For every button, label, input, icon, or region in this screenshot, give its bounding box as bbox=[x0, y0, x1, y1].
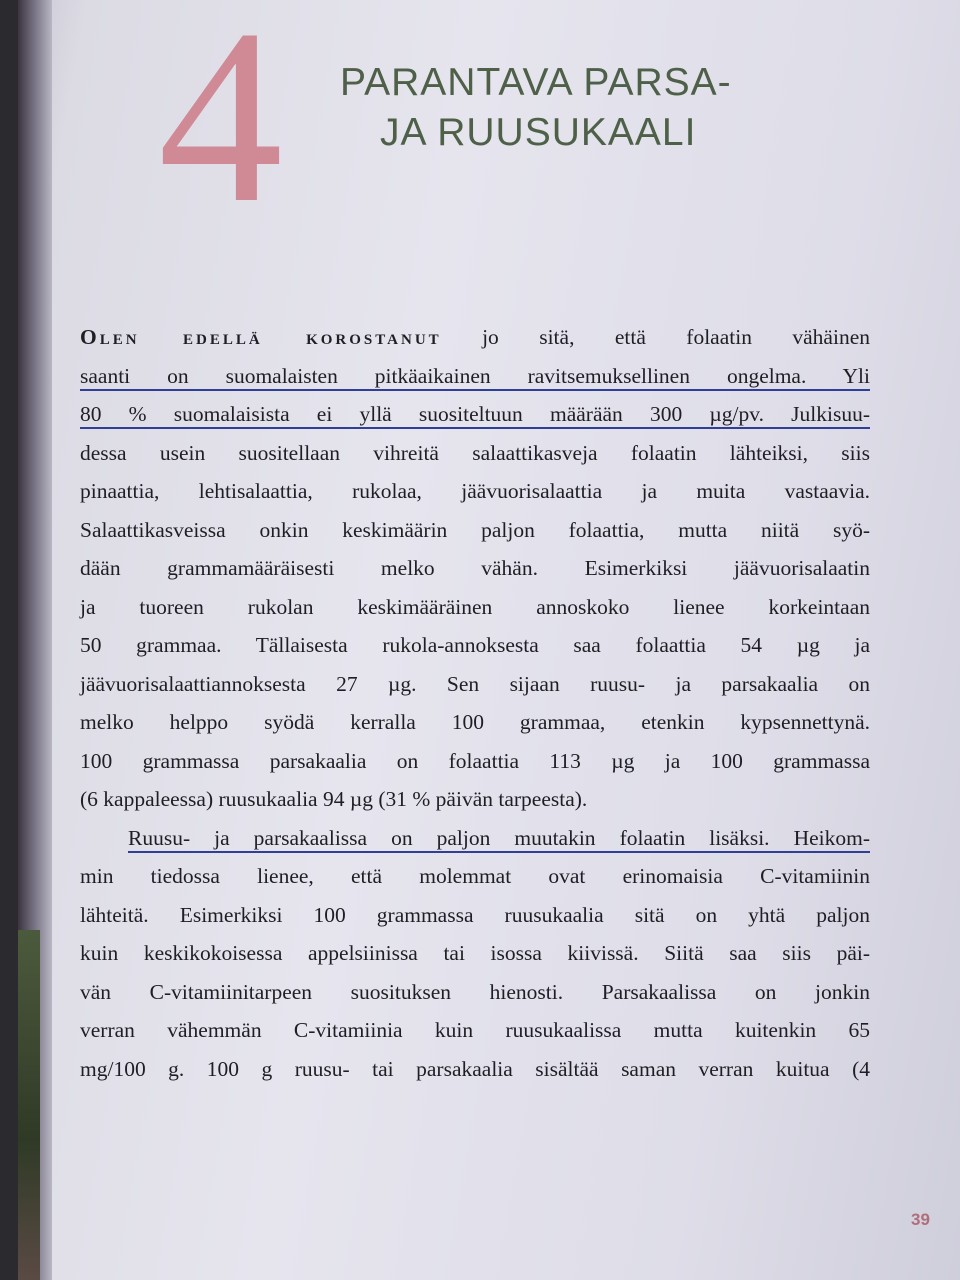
text-line: dessa usein suositellaan vihreitä salaattikasveja folaatin lähteiksi, siis bbox=[80, 440, 870, 465]
text-line: 100 grammassa parsakaalia on folaattia 113 µg ja 100 grammassa bbox=[80, 748, 870, 773]
text-line: dään grammamääräisesti melko vähän. Esimerkiksi jäävuorisalaatin bbox=[80, 556, 870, 580]
paragraph bbox=[80, 819, 870, 1089]
body-text bbox=[80, 318, 870, 1088]
paragraph bbox=[80, 318, 870, 819]
cover-edge bbox=[18, 930, 40, 1280]
text-line-underlined: 80 % suomalaisista ei yllä suositeltuun määrään 300 µg/pv. Julkisuu- bbox=[80, 395, 870, 434]
text-line: jäävuorisalaattiannoksesta 27 µg. Sen sijaan ruusu- ja parsakaalia on bbox=[80, 671, 870, 696]
chapter-title-line-2: JA RUUSUKAALI bbox=[380, 111, 697, 154]
book-page bbox=[18, 0, 960, 1280]
text-line: mg/100 g. 100 g ruusu- tai parsakaalia sisältää saman verran kuitua (4 bbox=[80, 1056, 870, 1081]
text-line-underlined: Ruusu- ja parsakaalissa on paljon muutakin folaatin lisäksi. Heikom- bbox=[80, 819, 870, 858]
text-line: (6 kappaleessa) ruusukaalia 94 µg (31 % päivän tarpeesta). bbox=[80, 787, 588, 811]
text-line: pinaattia, lehtisalaattia, rukolaa, jäävuorisalaattia ja muita vastaavia. bbox=[80, 479, 870, 503]
lead-in-small-caps: Olen edellä korostanut bbox=[80, 325, 442, 349]
text-line: Salaattikasveissa onkin keskimäärin paljon folaattia, mutta niitä syö- bbox=[80, 517, 870, 542]
chapter-title-line-1: PARANTAVA PARSA- bbox=[340, 61, 732, 104]
text-line: vän C-vitamiinitarpeen suosituksen hienosti. Parsakaalissa on jonkin bbox=[80, 979, 870, 1004]
text-line: min tiedossa lienee, että molemmat ovat erinomaisia C-vitamiinin bbox=[80, 864, 870, 888]
text-line: kuin keskikokoisessa appelsiinissa tai isossa kiivissä. Siitä saa siis päi- bbox=[80, 941, 870, 965]
chapter-title bbox=[340, 58, 760, 158]
text-line: Olen edellä korostanut jo sitä, että folaatin vähäinen bbox=[80, 325, 870, 349]
text-line-underlined: saanti on suomalaisten pitkäaikainen ravitsemuksellinen ongelma. Yli bbox=[80, 357, 870, 396]
text-line: 50 grammaa. Tällaisesta rukola-annoksesta saa folaattia 54 µg ja bbox=[80, 633, 870, 657]
text-line: verran vähemmän C-vitamiinia kuin ruusukaalissa mutta kuitenkin 65 bbox=[80, 1018, 870, 1042]
text-line: ja tuoreen rukolan keskimääräinen annoskoko lienee korkeintaan bbox=[80, 594, 870, 619]
text-line: melko helppo syödä kerralla 100 grammaa, etenkin kypsennettynä. bbox=[80, 710, 870, 734]
page-number: 39 bbox=[911, 1210, 930, 1229]
chapter-number: 4 bbox=[158, 0, 283, 255]
text-line: lähteitä. Esimerkiksi 100 grammassa ruusukaalia sitä on yhtä paljon bbox=[80, 902, 870, 927]
